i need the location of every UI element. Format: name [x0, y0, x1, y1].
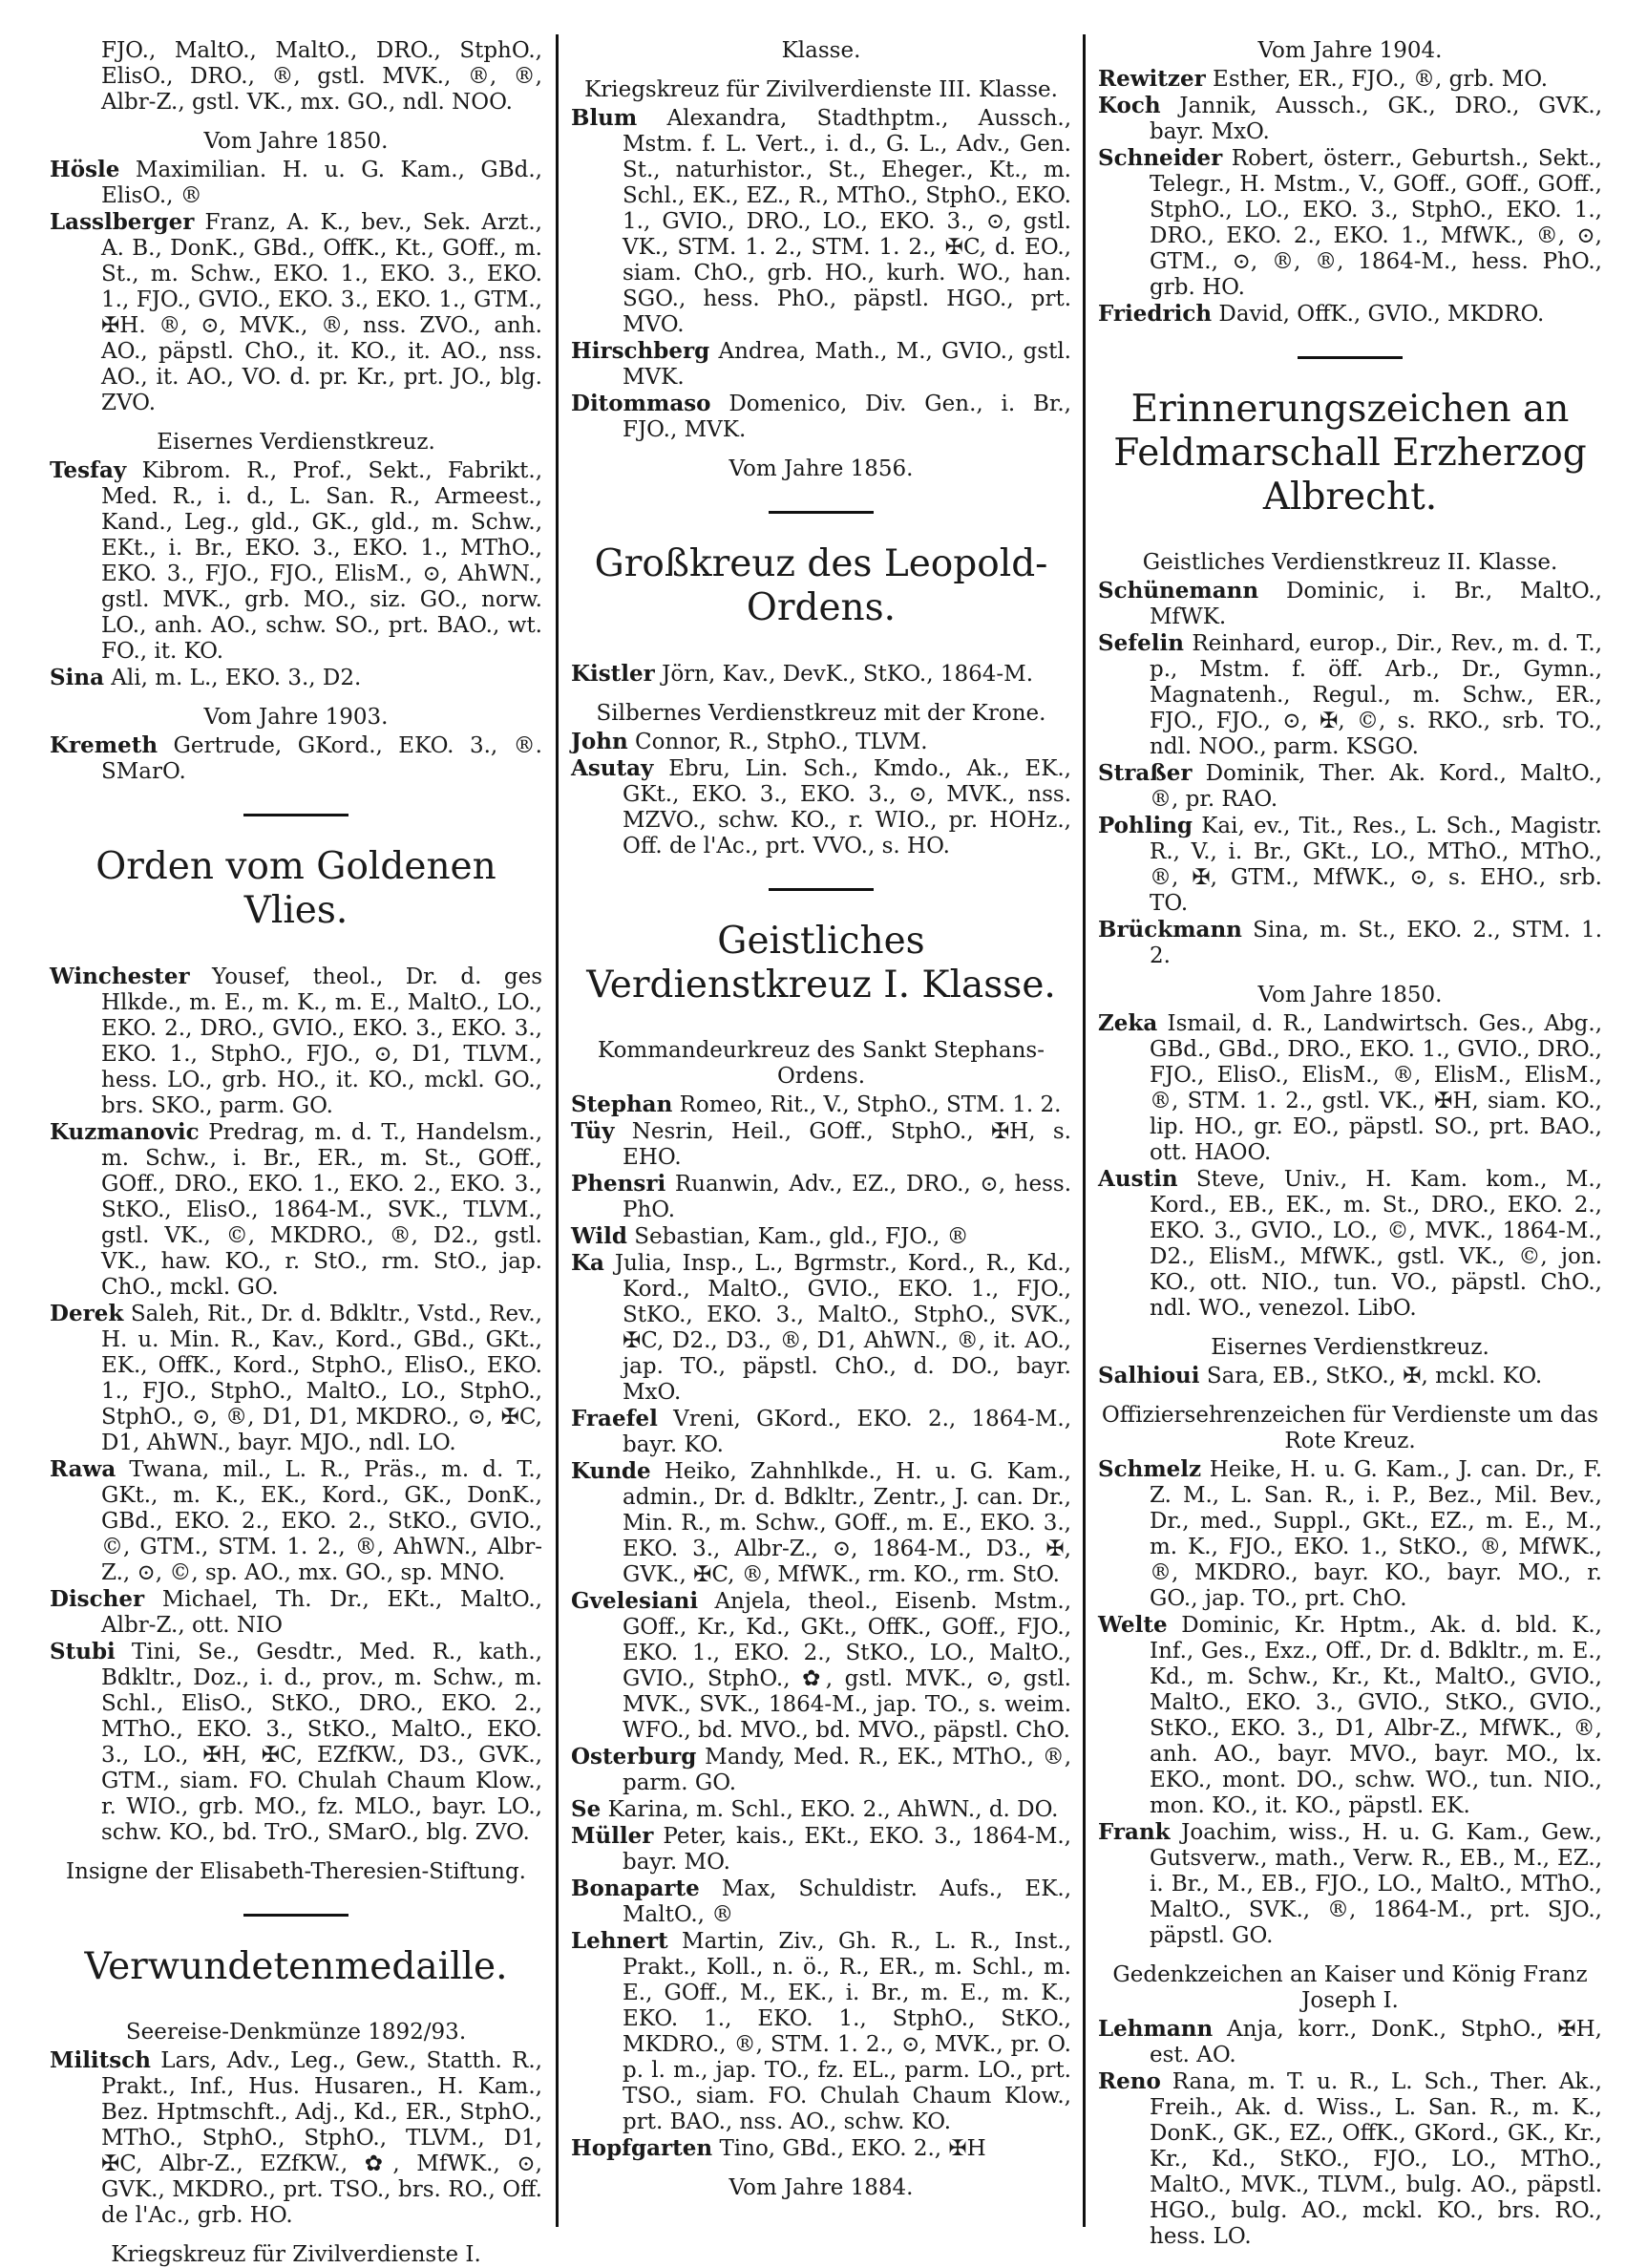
subheading: Vom Jahre 1850.	[1257, 983, 1443, 1007]
entry-text: Esther, ER., FJO., ®, grb. MO.	[1213, 67, 1549, 92]
entry	[1098, 760, 1602, 813]
entry-text: David, OffK., GVIO., MKDRO.	[1218, 302, 1545, 327]
entry-text: Maximilian. H. u. G. Kam., GBd., ElisO., ®	[101, 158, 542, 208]
entry	[50, 964, 542, 1119]
entry	[1098, 66, 1602, 93]
entry	[1098, 1819, 1602, 1949]
entry-name: Pohling	[1098, 813, 1193, 838]
entry-text: Julia, Insp., L., Bgrmstr., Kord., R., Kd., Kord., MaltO., GVIO., EKO. 1., FJO., StKO., EKO. 3., MaltO., StphO., SVK., ✠C, D2., D3., ®, D1, AhWN., ®, it. AO., jap. TO., päpstl. ChO., d. DO., bayr. MxO.	[614, 1251, 1071, 1405]
entry-text: Karina, m. Schl., EKO. 2., AhWN., d. DO.	[607, 1797, 1059, 1822]
subheading: Geistliches Verdienstkreuz II. Klasse.	[1142, 550, 1558, 575]
subheading: Klasse.	[781, 38, 861, 63]
entry	[1098, 1612, 1602, 1819]
entry-name: Discher	[50, 1586, 145, 1612]
entry	[571, 1458, 1071, 1588]
entry-name: Lasslberger	[50, 209, 195, 235]
entry-text: Gertrude, GKord., EKO. 3., ®. SMarO.	[101, 733, 542, 784]
entry	[1098, 2068, 1602, 2250]
entry	[571, 105, 1071, 338]
entry	[571, 391, 1071, 443]
subheading: Gedenkzeichen an Kaiser und König Franz Joseph I.	[1112, 1962, 1588, 2013]
entry	[50, 665, 542, 691]
entry	[1098, 578, 1602, 630]
subheading: Eisernes Verdienstkreuz.	[1211, 1335, 1489, 1360]
entry-text: Ismail, d. R., Landwirtsch. Ges., Abg., GBd., GBd., DRO., EKO. 1., GVIO., DRO., FJO., ElisO., ElisM., ®, ElisM., ElisM., ®, STM. 1. 2., gstl. VK., ✠H, siam. KO., lip. HO., gr. EO., päpstl. SO., prt. BAO., ott. HAOO.	[1150, 1011, 1602, 1165]
entry-name: John	[571, 729, 628, 754]
entry-name: Frank	[1098, 1819, 1171, 1845]
entry	[50, 1586, 542, 1639]
entry	[1098, 630, 1602, 760]
entry-name: Straßer	[1098, 760, 1193, 786]
entry-name: Gvelesiani	[571, 1588, 699, 1614]
entry-text: Anja, korr., DonK., StphO., ✠H, est. AO.	[1150, 2017, 1602, 2067]
entry	[1098, 1166, 1602, 1322]
entry-name: Ka	[571, 1250, 604, 1276]
entry-name: Stubi	[50, 1639, 116, 1664]
entry	[50, 1456, 542, 1586]
entry-text: Predrag, m. d. T., Handelsm., m. Schw., i. Br., ER., m. St., GOff., GOff., DRO., EKO. 1., EKO. 2., EKO. 3., StKO., ElisO., 1864-M., SVK., TLVM., gstl. VK., ©, MKDRO., ®, D2., gstl. VK., haw. KO., r. StO., rm. StO., jap. ChO., mckl. GO.	[101, 1120, 543, 1300]
entry	[1098, 1456, 1602, 1612]
entry-text: Nesrin, Heil., GOff., StphO., ✠H, s. EHO.	[623, 1119, 1071, 1170]
entry-text: Sina, m. St., EKO. 2., STM. 1. 2.	[1150, 918, 1603, 968]
entry-name: Hirschberg	[571, 338, 710, 364]
entry-text: Kibrom. R., Prof., Sekt., Fabrikt., Med. R., i. d., L. San. R., Armeest., Kand., Leg., gld., GK., gld., m. Schw., EKt., i. Br., EKO. 3., EKO. 1., MThO., EKO. 3., FJO., FJO., ElisM., ⊙, AhWN., gstl. MVK., grb. MO., siz. GO., norw. LO., anh. AO., schw. SO., prt. BAO., wt. FO., it. KO.	[101, 458, 543, 664]
entry-name: Rewitzer	[1098, 66, 1206, 92]
entry	[1098, 1010, 1602, 1166]
entry-text: Heiko, Zahnhlkde., H. u. G. Kam., admin., Dr. d. Bdkltr., Zentr., J. can. Dr., Min. R., m. Schw., GOff., m. E., EKO. 3., EKO. 3., Albr-Z., ⊙, 1864-M., D3., ✠, GVK., ✠C, ®, MfWK., rm. KO., rm. StO.	[623, 1459, 1071, 1587]
entry-name: Derek	[50, 1301, 124, 1326]
entry	[571, 1876, 1071, 1928]
entry-name: Rawa	[50, 1456, 116, 1482]
entry-text: Tino, GBd., EKO. 2., ✠H	[719, 2136, 986, 2161]
entry-text: Twana, mil., L. R., Präs., m. d. T., GKt., m. K., EK., Kord., GK., DonK., GBd., EKO. 2., EKO. 2., StKO., GVIO., ©, GTM., STM. 1. 2., ®, AhWN., Albr-Z., ⊙, ©, sp. AO., mx. GO., sp. MNO.	[101, 1457, 542, 1585]
entry-name: Osterburg	[571, 1744, 697, 1770]
entry-text: Joachim, wiss., H. u. G. Kam., Gew., Gutsverw., math., Verw. R., EB., M., EZ., i. Br., M., EB., FJO., LO., MaltO., MThO., MaltO., SVK., ®, 1864-M., prt. SJO., päpstl. GO.	[1150, 1820, 1602, 1948]
subheading: Kommandeurkreuz des Sankt Stephans-Ordens.	[598, 1038, 1045, 1089]
entry	[50, 209, 542, 416]
entry-text: Steve, Univ., H. Kam. kom., M., Kord., EB., EK., m. St., DRO., EKO. 2., EKO. 3., GVIO., LO., ©, MVK., 1864-M., D2., ElisM., MfWK., gstl. VK., ©, jon. KO., ott. NIO., tun. VO., päpstl. ChO., ndl. WO., venezol. LibO.	[1150, 1167, 1603, 1321]
entry	[1098, 917, 1602, 969]
entry-name: Sefelin	[1098, 630, 1184, 656]
entry-name: Asutay	[571, 755, 654, 781]
section-rule	[243, 1914, 348, 1917]
entry-text: Max, Schuldistr. Aufs., EK., MaltO., ®	[623, 1876, 1071, 1927]
entry-text: Mandy, Med. R., EK., MThO., ®, parm. GO.	[623, 1745, 1072, 1795]
entry-text: Yousef, theol., Dr. d. ges Hlkde., m. E., m. K., m. E., MaltO., LO., EKO. 2., DRO., GVIO., EKO. 3., EKO. 3., EKO. 1., StphO., FJO., ⊙, D1, TLVM., hess. LO., grb. HO., it. KO., mckl. GO., brs. SKO., parm. GO.	[101, 964, 543, 1118]
entry-text: Rana, m. T. u. R., L. Sch., Ther. Ak., Freih., Ak. d. Wiss., L. San. R., m. K., DonK., GK., EZ., OffK., GKord., GK., Kr., Kr., Kd., StKO., FJO., LO., MThO., MaltO., MVK., TLVM., bulg. AO., päpstl. HGO., bulg. AO., mckl. KO., brs. RO., hess. LO.	[1150, 2069, 1602, 2249]
entry	[50, 2047, 542, 2229]
entry-name: Hopfgarten	[571, 2135, 713, 2161]
entry-text: Lars, Adv., Leg., Gew., Statth. R., Prakt., Inf., Hus. Husaren., H. Kam., Bez. Hptmschft., Adj., Kd., ER., StphO., MThO., StphO., StphO., TLVM., D1, ✠C, Albr-Z., EZfKW., ✿, MfWK., ⊙, GVK., MKDRO., prt. TSO., brs. RO., Off. de l'Ac., grb. HO.	[101, 2048, 542, 2228]
entry-name: Winchester	[50, 964, 190, 989]
entry-name: Welte	[1098, 1612, 1168, 1638]
entry	[571, 1223, 1071, 1250]
entry-name: Kuzmanovic	[50, 1119, 200, 1145]
entry-name: Militsch	[50, 2047, 151, 2073]
subheading: Vom Jahre 1904.	[1257, 38, 1443, 63]
subheading: Seereise-Denkmünze 1892/93.	[125, 2020, 467, 2045]
entry-name: Bonaparte	[571, 1876, 700, 1901]
subheading: Vom Jahre 1903.	[203, 705, 389, 730]
entry	[571, 1796, 1071, 1823]
entry-name: Schmelz	[1098, 1456, 1202, 1482]
entry	[571, 338, 1071, 391]
column-divider-2	[1083, 34, 1086, 2227]
subheading: Vom Jahre 1850.	[203, 129, 389, 154]
entry-text: Connor, R., StphO., TLVM.	[634, 730, 928, 754]
entry	[571, 1092, 1071, 1118]
entry-name: Sina	[50, 665, 104, 690]
section-heading: Verwundetenmedaille.	[84, 1945, 508, 1988]
entry-text: Franz, A. K., bev., Sek. Arzt., A. B., DonK., GBd., OffK., Kt., GOff., m. St., m. Schw., EKO. 1., EKO. 3., EKO. 1., FJO., GVIO., EKO. 3., EKO. 1., GTM., ✠H. ®, ⊙, MVK., ®, nss. ZVO., anh. AO., päpstl. ChO., it. KO., it. AO., nss. AO., it. AO., VO. d. pr. Kr., prt. JO., blg. ZVO.	[101, 210, 542, 415]
entry-name: Tesfay	[50, 457, 127, 483]
entry-name: Lehmann	[1098, 2016, 1214, 2042]
entry-name: Se	[571, 1796, 602, 1822]
section-rule	[1298, 356, 1403, 359]
entry	[1098, 145, 1602, 301]
entry-text: Dominic, Kr. Hptm., Ak. d. bld. K., Inf., Ges., Exz., Off., Dr. d. Bdkltr., m. E., Kd., m. Schw., Kr., Kt., MaltO., GVIO., MaltO., EKO. 3., GVIO., StKO., GVIO., StKO., EKO. 3., D1, Albr-Z., MfWK., ®, anh. AO., bayr. MVO., bayr. MO., lx. EKO., mont. DO., schw. WO., tun. NIO., mon. KO., it. KO., päpstl. EK.	[1150, 1613, 1602, 1818]
entry-text: Jannik, Aussch., GK., DRO., GVK., bayr. MxO.	[1150, 94, 1603, 144]
section-heading: Geistliches Verdienstkreuz I. Klasse.	[586, 920, 1056, 1007]
entry	[1098, 813, 1602, 917]
entry	[571, 1928, 1071, 2135]
entry	[1098, 301, 1602, 328]
entry-name: Reno	[1098, 2068, 1161, 2094]
entry	[50, 1301, 542, 1456]
entry	[571, 1171, 1071, 1223]
entry-text: Sara, EB., StKO., ✠, mckl. KO.	[1206, 1364, 1543, 1388]
entry	[1098, 2016, 1602, 2068]
entry-name: Schünemann	[1098, 578, 1259, 604]
entry-name: Zeka	[1098, 1010, 1158, 1036]
entry-text: Sebastian, Kam., gld., FJO., ®	[634, 1224, 969, 1249]
entry	[571, 1118, 1071, 1171]
entry-text: Romeo, Rit., V., StphO., STM. 1. 2.	[679, 1092, 1062, 1117]
entry-name: Müller	[571, 1823, 654, 1849]
column-1	[44, 38, 548, 2267]
section-heading: Großkreuz des Leopold-Ordens.	[594, 542, 1048, 629]
entry-name: Friedrich	[1098, 301, 1213, 327]
entry	[571, 1406, 1071, 1458]
subheading: Kriegskreuz für Zivilverdienste III. Klasse.	[584, 77, 1058, 102]
entry-text: Reinhard, europ., Dir., Rev., m. d. T., p., Mstm. f. öff. Arb., Dr., Gymn., Magnatenh., Regul., m. Schw., ER., FJO., FJO., ⊙, ✠, ©, s. RKO., srb. TO., ndl. NOO., parm. KSGO.	[1150, 631, 1603, 759]
subheading: Kriegskreuz für Zivilverdienste I.	[111, 2242, 481, 2267]
section-heading: Orden vom Goldenen Vlies.	[95, 845, 496, 932]
entry-text: Alexandra, Stadthptm., Aussch., Mstm. f. L. Vert., i. d., G. L., Adv., Gen. St., naturhistor., St., Eheger., Kt., m. Schl., EK., EZ., R., MThO., StphO., EKO. 1., GVIO., DRO., LO., EKO. 3., ⊙, gstl. VK., STM. 1. 2., STM. 1. 2., ✠C, d. EO., siam. ChO., grb. HO., kurh. WO., han. SGO., hess. PhO., päpstl. HGO., prt. MVO.	[623, 106, 1071, 337]
entry	[571, 755, 1071, 859]
entry-name: Wild	[571, 1223, 627, 1249]
entry-text: Ebru, Lin. Sch., Kmdo., Ak., EK., GKt., EKO. 3., EKO. 3., ⊙, MVK., nss. MZVO., schw. KO., r. WIO., pr. HOHz., Off. de l'Ac., prt. VVO., s. HO.	[623, 756, 1071, 858]
entry-text: Peter, kais., EKt., EKO. 3., 1864-M., bayr. MO.	[623, 1824, 1071, 1875]
entry-text: Martin, Ziv., Gh. R., L. R., Inst., Prakt., Koll., n. ö., R., ER., m. Schl., m. E., GOff., M., EK., i. Br., m. E., m. K., EKO. 1., EKO. 1., StphO., StKO., MKDRO., ®, STM. 1. 2., ⊙, MVK., pr. O. p. l. m., jap. TO., fz. EL., parm. LO., prt. TSO., siam. FO. Chulah Chaum Klow., prt. BAO., nss. AO., schw. KO.	[623, 1929, 1072, 2134]
entry-text: Robert, österr., Geburtsh., Sekt., Telegr., H. Mstm., V., GOff., GOff., GOff., StphO., LO., EKO. 3., StphO., EKO. 1., DRO., EKO. 2., EKO. 1., MfWK., ®, ⊙, GTM., ⊙, ®, ®, 1864-M., hess. PhO., grb. HO.	[1150, 146, 1602, 300]
entry-text: Dominik, Ther. Ak. Kord., MaltO., ®, pr. RAO.	[1150, 761, 1603, 812]
entry	[571, 661, 1071, 688]
entry-text: Anjela, theol., Eisenb. Mstm., GOff., Kr., Kd., GKt., OffK., GOff., FJO., EKO. 1., EKO. 2., StKO., LO., MaltO., GVIO., StphO., ✿, gstl. MVK., ⊙, gstl. MVK., SVK., 1864-M., jap. TO., s. weim. WFO., bd. MVO., bd. MVO., päpstl. ChO.	[623, 1589, 1072, 1743]
entry-text: Heike, H. u. G. Kam., J. can. Dr., F. Z. M., L. San. R., i. P., Bez., Mil. Bev., Dr., med., Suppl., GKt., EZ., m. E., M., m. K., FJO., EKO. 1., StKO., ®, MfWK., ®, MKDRO., bayr. KO., bayr. MO., r. GO., jap. TO., prt. ChO.	[1150, 1457, 1603, 1611]
section-rule	[243, 814, 348, 816]
entry-name: Lehnert	[571, 1928, 668, 1954]
entry-name: Phensri	[571, 1171, 666, 1197]
column-2	[565, 38, 1077, 2225]
entry-text: Jörn, Kav., DevK., StKO., 1864-M.	[662, 662, 1034, 687]
entry-name: Austin	[1098, 1166, 1178, 1192]
entry-name: Ditommaso	[571, 391, 711, 416]
entry	[571, 1250, 1071, 1406]
entry-name: Salhioui	[1098, 1363, 1200, 1388]
section-heading: Erinnerungszeichen an Feldmarschall Erzherzog Albrecht.	[1113, 388, 1587, 519]
entry	[50, 1639, 542, 1846]
entry-name: Kistler	[571, 661, 655, 687]
entry	[571, 1744, 1071, 1796]
entry-text: Ruanwin, Adv., EZ., DRO., ⊙, hess. PhO.	[623, 1172, 1072, 1222]
entry	[571, 729, 1071, 755]
entry-text: Ali, m. L., EKO. 3., D2.	[111, 666, 362, 690]
column-3	[1092, 38, 1608, 2249]
entry-continuation: FJO., MaltO., MaltO., DRO., StphO., ElisO., DRO., ®, gstl. MVK., ®, ®, Albr-Z., gstl. VK., mx. GO., ndl. NOO.	[101, 38, 542, 115]
entry	[1098, 1363, 1602, 1389]
entry-name: Tüy	[571, 1118, 615, 1144]
entry-name: Brückmann	[1098, 917, 1242, 943]
entry-name: Fraefel	[571, 1406, 658, 1431]
entry-text: Kai, ev., Tit., Res., L. Sch., Magistr. R., V., i. Br., GKt., LO., MThO., MThO., ®, ✠, GTM., MfWK., ⊙, s. EHO., srb. TO.	[1150, 814, 1602, 916]
entry	[50, 457, 542, 665]
subheading: Vom Jahre 1884.	[728, 2175, 914, 2200]
entry-name: Hösle	[50, 157, 120, 182]
entry	[571, 1823, 1071, 1876]
entry-text: Domenico, Div. Gen., i. Br., FJO., MVK.	[623, 392, 1071, 442]
entry-text: Dominic, i. Br., MaltO., MfWK.	[1150, 579, 1602, 629]
entry-name: Schneider	[1098, 145, 1223, 171]
entry	[50, 157, 542, 209]
entry-text: Michael, Th. Dr., EKt., MaltO., Albr-Z., ott. NIO	[101, 1587, 542, 1638]
section-rule	[769, 888, 874, 891]
entry	[50, 1119, 542, 1301]
column-divider-1	[556, 34, 559, 2227]
subheading: Vom Jahre 1856.	[728, 456, 914, 481]
entry-name: Blum	[571, 105, 638, 131]
entry-text: Andrea, Math., M., GVIO., gstl. MVK.	[623, 339, 1071, 390]
entry-name: Kremeth	[50, 732, 158, 758]
subheading: Eisernes Verdienstkreuz.	[157, 430, 435, 455]
entry-text: Tini, Se., Gesdtr., Med. R., kath., Bdkltr., Doz., i. d., prov., m. Schw., m. Schl., ElisO., StKO., DRO., EKO. 2., MThO., EKO. 3., StKO., MaltO., EKO. 3., LO., ✠H, ✠C, EZfKW., D3., GVK., GTM., siam. FO. Chulah Chaum Klow., r. WIO., grb. MO., fz. MLO., bayr. LO., schw. KO., bd. TrO., SMarO., blg. ZVO.	[101, 1640, 542, 1845]
entry	[571, 1588, 1071, 1744]
entry-name: Stephan	[571, 1092, 673, 1117]
subheading: Offiziersehrenzeichen für Verdienste um das Rote Kreuz.	[1101, 1403, 1599, 1453]
subheading: Insigne der Elisabeth-Theresien-Stiftung.	[65, 1859, 526, 1884]
entry-text: Saleh, Rit., Dr. d. Bdkltr., Vstd., Rev., H. u. Min. R., Kav., Kord., GBd., GKt., EK., OffK., Kord., StphO., ElisO., EKO. 1., FJO., StphO., MaltO., LO., StphO., StphO., ⊙, ®, D1, D1, MKDRO., ⊙, ✠C, D1, AhWN., bayr. MJO., ndl. LO.	[101, 1302, 542, 1455]
entry	[1098, 93, 1602, 145]
entry-name: Kunde	[571, 1458, 651, 1484]
entry	[571, 2135, 1071, 2162]
entry	[50, 732, 542, 785]
entry-text: Vreni, GKord., EKO. 2., 1864-M., bayr. KO.	[623, 1407, 1071, 1457]
subheading: Silbernes Verdienstkreuz mit der Krone.	[596, 701, 1046, 726]
section-rule	[769, 511, 874, 514]
entry-name: Koch	[1098, 93, 1161, 118]
